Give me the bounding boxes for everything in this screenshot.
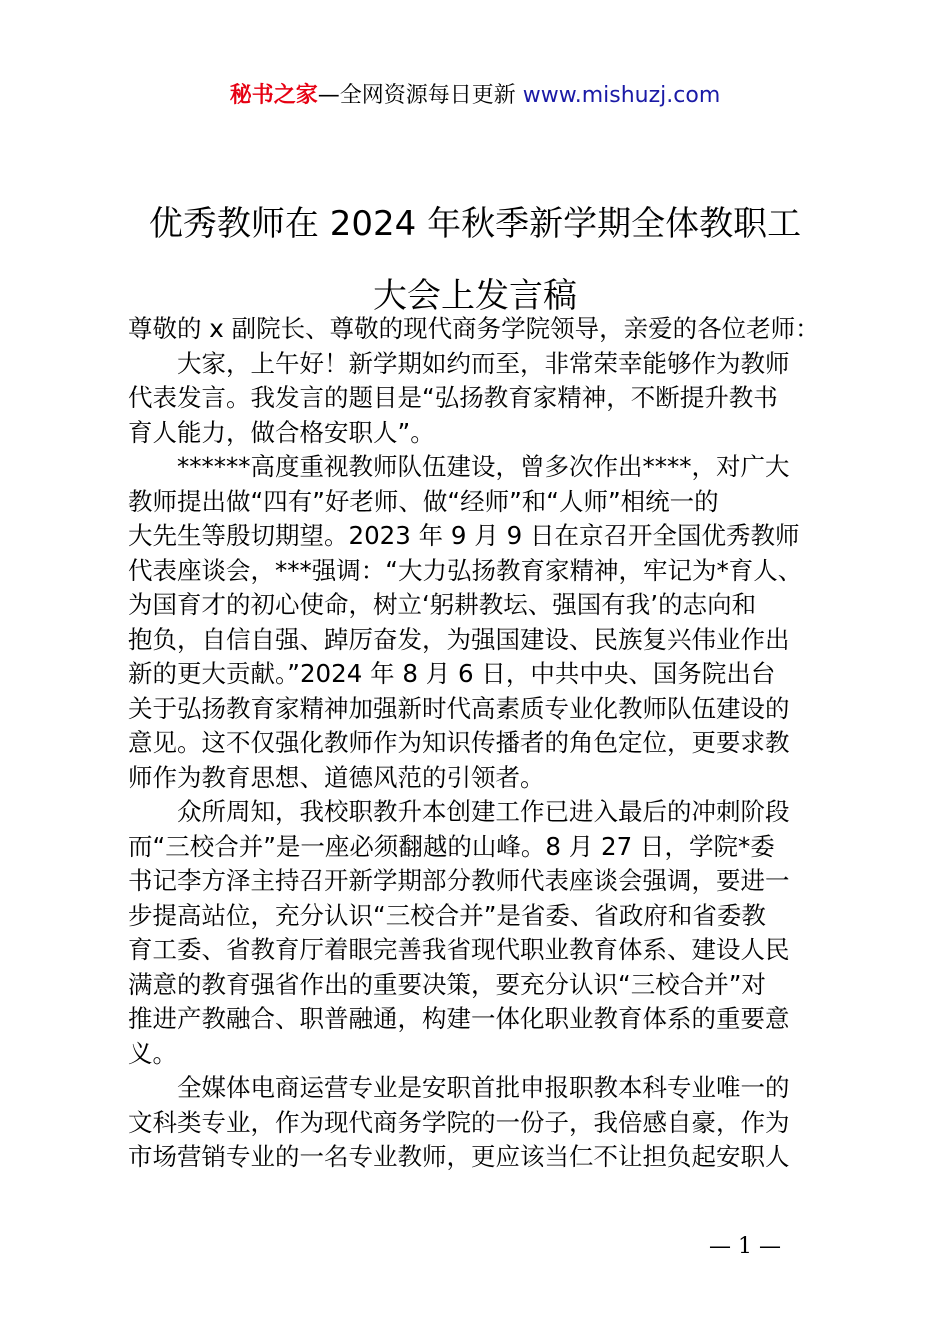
paragraph-line: 推进产教融合、职普融通，构建一体化职业教育体系的重要意 [128,1004,790,1033]
paragraph-line: 教师提出做“四有”好老师、做“经师”和“人师”相统一的 [128,486,719,516]
site-header [0,80,950,112]
paragraph-line: 大先生等殷切期望。2023 年 9 月 9 日在京召开全国优秀教师 [128,521,800,550]
paragraph-line: 关于弘扬教育家精神加强新时代高素质专业化教师队伍建设的 [128,693,790,723]
salutation: 尊敬的 x 副院长、尊敬的现代商务学院领导，亲爱的各位老师： [128,314,820,343]
paragraph-line: 义。 [128,1038,177,1068]
paragraph-line: 而“三校合并”是一座必须翻越的山峰。8 月 27 日，学院*委 [128,831,775,861]
paragraph-line: 满意的教育强省作出的重要决策，要充分认识“三校合并”对 [128,969,766,999]
paragraph-line: 书记李方泽主持召开新学期部分教师代表座谈会强调，要进一 [128,866,790,895]
document-body [128,312,834,1175]
paragraph-line: ******高度重视教师队伍建设，曾多次作出****，对广大 [177,452,790,481]
paragraph-1 [128,347,834,451]
header-tagline: —全网资源每日更新 [317,83,523,108]
paragraph-line: 师作为教育思想、道德风范的引领者。 [128,762,545,792]
brand-name: 秘书之家 [229,83,318,108]
paragraph-line: 意见。这不仅强化教师作为知识传播者的角色定位，更要求教 [128,728,790,757]
paragraph-line: 文科类专业，作为现代商务学院的一份子，我倍感自豪，作为 [128,1107,790,1137]
paragraph-line: 育人能力，做合格安职人”。 [128,417,435,447]
document-title [0,188,950,332]
paragraph-line: 代表座谈会，***强调：“大力弘扬教育家精神，牢记为*育人、 [128,555,803,585]
site-url-link[interactable]: www.mishuzj.com [522,83,721,108]
paragraph-line: 育工委、省教育厅着眼完善我省现代职业教育体系、建设人民 [128,935,790,964]
page-number: — 1 — [709,1234,781,1259]
paragraph-line: 代表发言。我发言的题目是“弘扬教育家精神，不断提升教书 [128,383,778,412]
paragraph-2 [128,450,834,795]
paragraph-line: 大家，上午好！新学期如约而至，非常荣幸能够作为教师 [177,348,790,378]
paragraph-line: 步提高站位，充分认识“三校合并”是省委、省政府和省委教 [128,900,766,930]
paragraph-line: 众所周知，我校职教升本创建工作已进入最后的冲刺阶段 [177,797,790,826]
paragraph-line: 新的更大贡献。”2024 年 8 月 6 日，中共中央、国务院出台 [128,659,776,688]
paragraph-3 [128,795,834,1071]
paragraph-line: 全媒体电商运营专业是安职首批申报职教本科专业唯一的 [177,1073,790,1102]
paragraph-line: 市场营销专业的一名专业教师，更应该当仁不让担负起安职人 [128,1142,790,1171]
paragraph-line: 抱负，自信自强、踔厉奋发，为强国建设、民族复兴伟业作出 [128,624,790,654]
paragraph-line: 为国育才的初心使命，树立‘躬耕教坛、强国有我’的志向和 [128,590,757,619]
title-line-1: 优秀教师在 2024 年秋季新学期全体教职工 [148,204,802,244]
title-line-2: 大会上发言稿 [373,276,577,316]
paragraph-4 [128,1071,834,1175]
